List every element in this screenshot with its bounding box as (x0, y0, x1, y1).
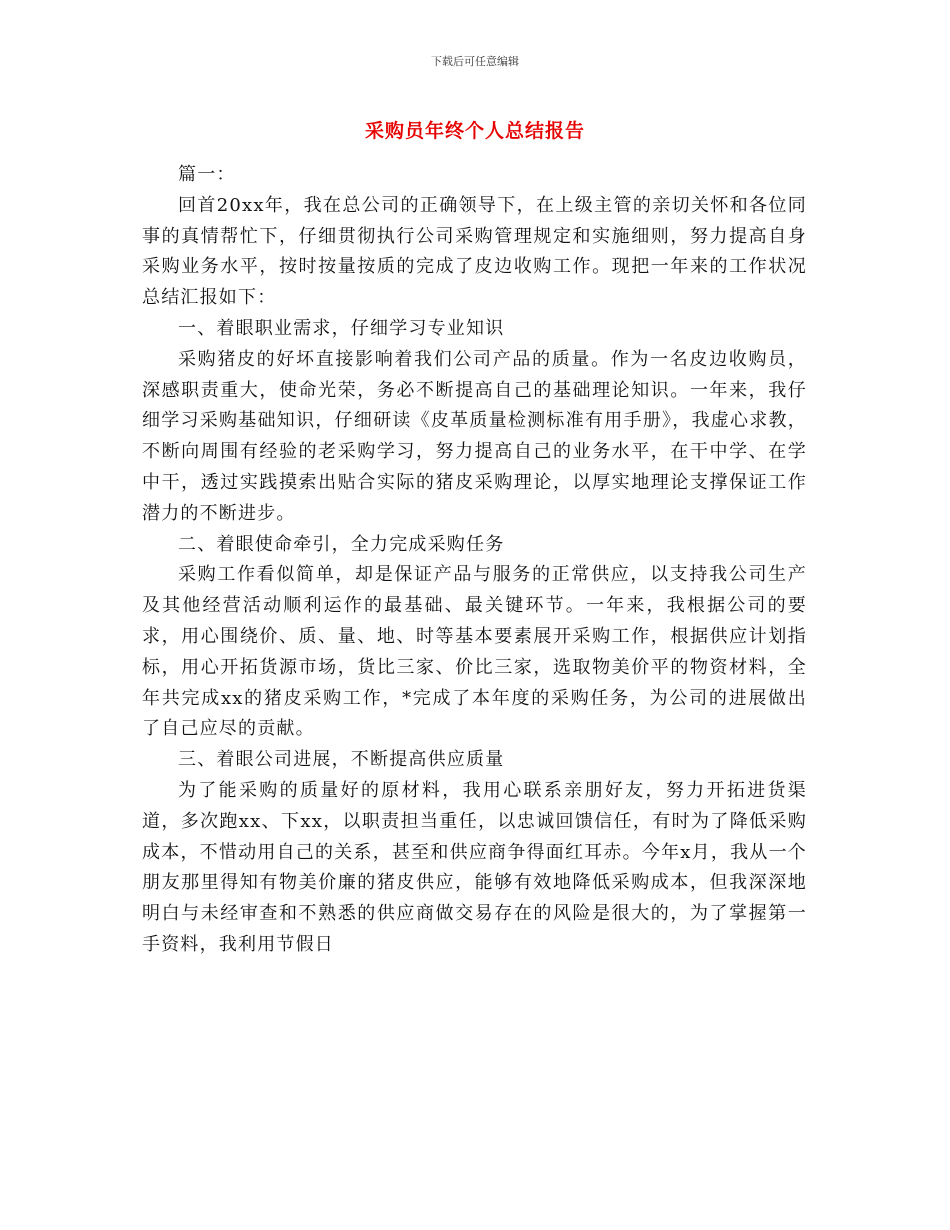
paragraph: 采购猪皮的好坏直接影响着我们公司产品的质量。作为一名皮边收购员，深感职责重大，使命光荣，务必不断提高自己的基础理论知识。一年来，我仔细学习采购基础知识，仔细研读《皮革质量检测标准有用手册》，我虚心求教，不断向周围有经验的老采购学习，努力提高自己的业务水平，在干中学、在学中干，透过实践摸索出贴合实际的猪皮采购理论，以厚实地理论支撑保证工作潜力的不断进步。 (142, 348, 807, 524)
section-heading: 二、着眼使命牵引，全力完成采购任务 (178, 533, 505, 555)
document-title: 采购员年终个人总结报告 (364, 120, 585, 142)
paragraph: 为了能采购的质量好的原材料，我用心联系亲朋好友，努力开拓进货渠道，多次跑xx、下xx，以职责担当重任，以忠诚回馈信任，有时为了降低采购成本，不惜动用自己的关系，甚至和供应商争得面红耳赤。今年x月，我从一个朋友那里得知有物美价廉的猪皮供应，能够有效地降低采购成本，但我深深地明白与未经审查和不熟悉的供应商做交易存在的风险是很大的，为了掌握第一手资料，我利用节假日 (142, 779, 807, 955)
section-heading: 一、着眼职业需求，仔细学习专业知识 (178, 317, 505, 339)
section-heading: 三、着眼公司进展，不断提高供应质量 (178, 749, 505, 771)
paragraph: 回首20xx年，我在总公司的正确领导下，在上级主管的亲切关怀和各位同事的真情帮忙下，仔细贯彻执行公司采购管理规定和实施细则，努力提高自身采购业务水平，按时按量按质的完成了皮边收购工作。现把一年来的工作状况总结汇报如下： (142, 194, 807, 309)
paragraph-label: 篇一： (178, 164, 236, 185)
paragraph: 采购工作看似简单，却是保证产品与服务的正常供应，以支持我公司生产及其他经营活动顺利运作的最基础、最关键环节。一年来，我根据公司的要求，用心围绕价、质、量、地、时等基本要素展开采购工作，根据供应计划指标，用心开拓货源市场，货比三家、价比三家，选取物美价平的物资材料，全年共完成xx的猪皮采购工作，*完成了本年度的采购任务，为公司的进展做出了自己应尽的贡献。 (142, 564, 807, 740)
document-body (142, 160, 807, 961)
header-note: 下载后可任意编辑 (431, 55, 519, 68)
